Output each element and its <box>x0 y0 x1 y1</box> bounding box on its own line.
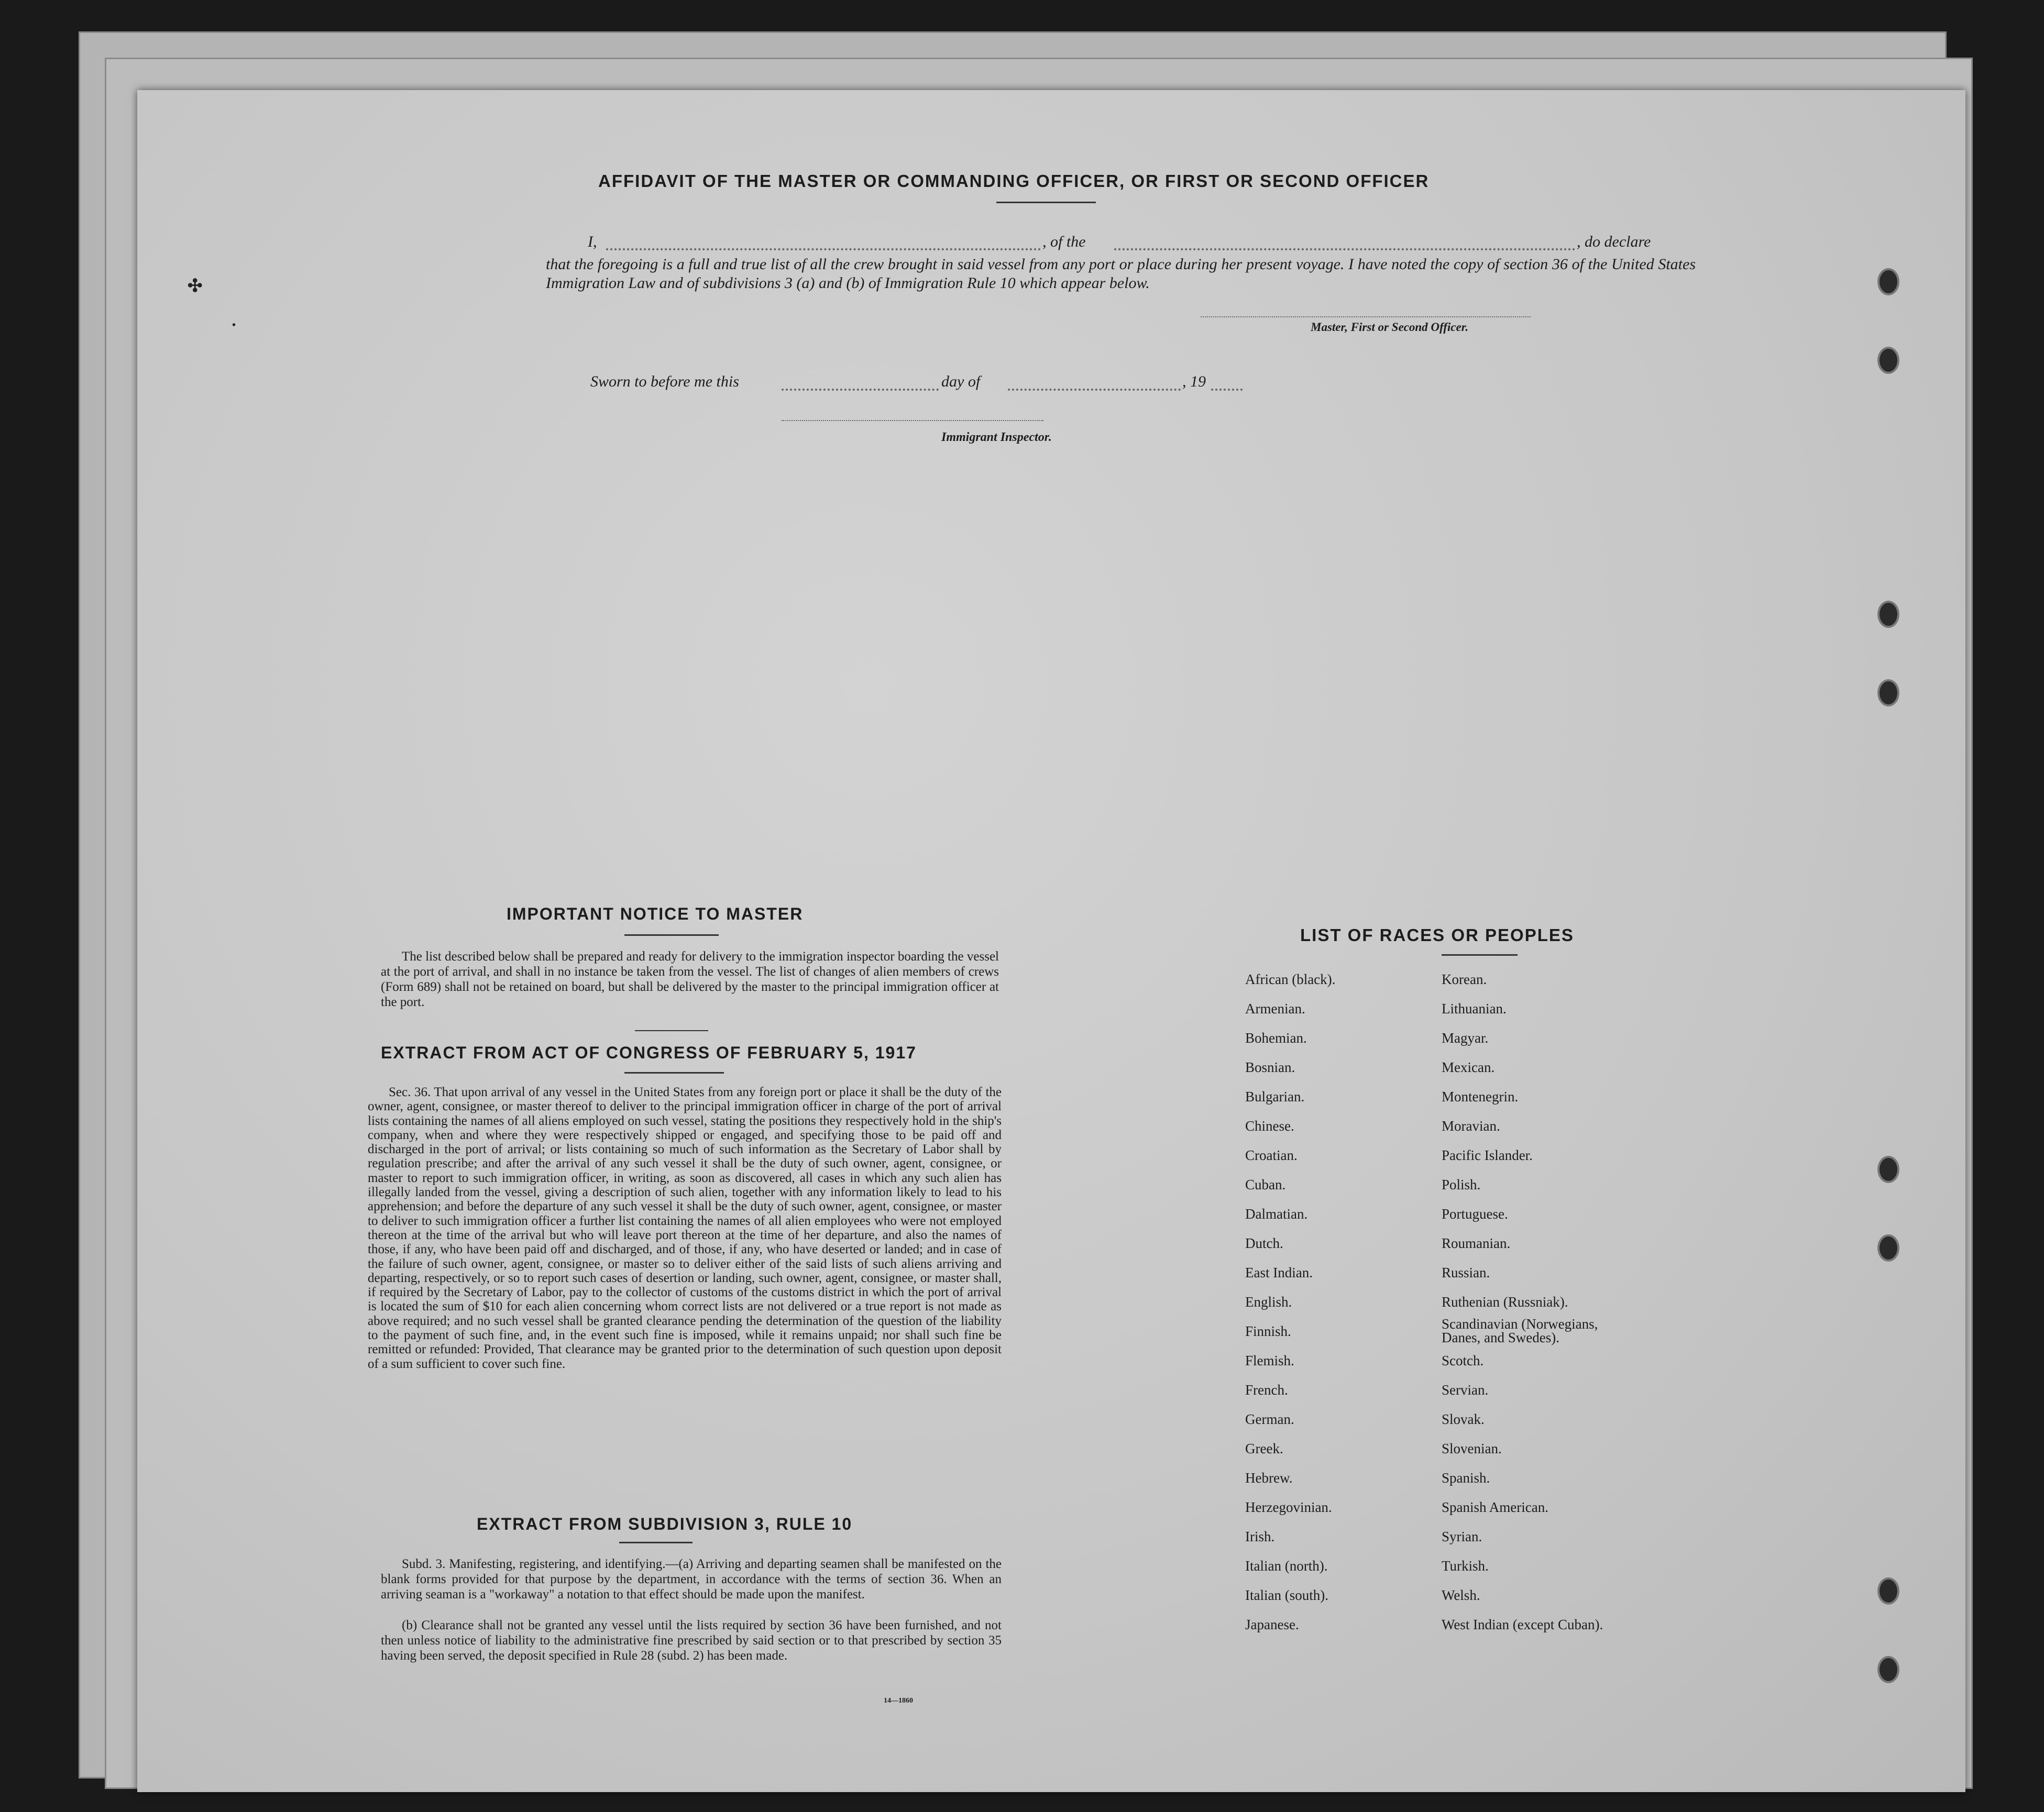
race-item: East Indian. <box>1245 1265 1313 1280</box>
affidavit-of-the-label: , of the <box>1042 233 1086 250</box>
binder-hole <box>1877 601 1899 628</box>
form-number: 14—1860 <box>884 1697 913 1705</box>
binder-hole <box>1877 1234 1899 1262</box>
sworn-year-field[interactable] <box>1211 389 1243 391</box>
vessel-name-field[interactable] <box>1114 248 1575 250</box>
race-item: Bulgarian. <box>1245 1089 1305 1104</box>
notice-title-rule <box>624 934 719 936</box>
race-item: Lithuanian. <box>1442 1001 1507 1017</box>
affidavit-body: that the foregoing is a full and true list of all the crew brought in said vessel from any port or place during her present voyage. I have noted the copy of section 36 of the United States Immigration Law and of subdivisions 3 (a) and (b) of Immigration Rule 10 which appear below. <box>546 256 1696 292</box>
race-item: English. <box>1245 1294 1292 1310</box>
race-item: Cuban. <box>1245 1177 1286 1192</box>
officer-signature-line[interactable] <box>1201 316 1531 317</box>
race-item: Irish. <box>1245 1529 1275 1544</box>
declarant-name-field[interactable] <box>606 248 1041 250</box>
affidavit-title-rule <box>996 202 1096 203</box>
sworn-year-label: , 19 <box>1182 373 1206 390</box>
races-title-rule <box>1442 954 1518 956</box>
race-item: Spanish. <box>1442 1470 1490 1486</box>
sworn-day-of: day of <box>941 373 981 390</box>
races-title: LIST OF RACES OR PEOPLES <box>1300 925 1574 945</box>
race-item: Montenegrin. <box>1442 1089 1519 1104</box>
act-body: Sec. 36. That upon arrival of any vessel in the United States from any foreign port or place it shall be the duty of the owner, agent, consignee, or master thereof to deliver to the principal immigration officer in charge of the port of arrival lists containing the names of all aliens employed on such vessel, stating the positions they respectively hold in the ship's company, when and where they were respectively shipped or engaged, and specifying those to be paid off and discharged in the port of arrival; or lists containing so much of such information as the Secretary of Labor shall by regulation prescribe; and after the arrival of any such vessel it shall be the duty of such owner, agent, consignee, or master to report to such immigration officer, in writing, as soon as discovered, all cases in which any such alien has illegally landed from the vessel, giving a description of such alien, together with any information likely to lead to his apprehension; and before the departure of any such vessel it shall be the duty of such owner, agent, consignee, or master to deliver to such immigration officer a further list containing the names of all alien employees who were not employed thereon at the time of the arrival but who will leave port thereon at the time of her departure, and also the names of those, if any, who have been paid off and discharged, and of those, if any, who have deserted or landed; and in case of the failure of such owner, agent, consignee, or master so to deliver either of the said lists of such aliens arriving and departing, respectively, or so to report such cases of desertion or landing, such owner, agent, consignee, or master shall, if required by the Secretary of Labor, pay to the collector of customs of the customs district in which the port of arrival is located the sum of $10 for each alien concerning whom correct lists are not delivered or a true report is not made as above required; and no such vessel shall be granted clearance pending the determination of the question of the liability to the payment of such fine, and, in the event such fine is imposed, while it remains unpaid; nor shall such fine be remitted or refunded: Provided, That clearance may be granted prior to the determination of such question upon deposit of a sum sufficient to cover such fine. <box>368 1085 1002 1371</box>
race-item: German. <box>1245 1411 1294 1427</box>
race-item: Moravian. <box>1442 1118 1500 1134</box>
race-item: Scandinavian (Norwegians, Danes, and Swedes). <box>1442 1316 1598 1345</box>
race-item: Greek. <box>1245 1441 1283 1456</box>
binder-hole <box>1877 347 1899 374</box>
sworn-month-field[interactable] <box>1008 389 1181 391</box>
race-item: Croatian. <box>1245 1147 1298 1163</box>
act-title: EXTRACT FROM ACT OF CONGRESS OF FEBRUARY 5, 1917 <box>381 1043 917 1062</box>
sworn-day-field[interactable] <box>782 389 939 391</box>
notice-separator <box>635 1030 708 1031</box>
race-item: Korean. <box>1442 971 1487 987</box>
race-item: Syrian. <box>1442 1529 1482 1544</box>
notice-body: The list described below shall be prepared and ready for delivery to the immigration inspector boarding the vessel at the port of arrival, and shall in no instance be taken from the vessel. The list of changes of alien members of crews (Form 689) shall not be retained on board, but shall be delivered by the master to the principal immigration officer at the port. <box>381 949 999 1009</box>
binder-hole <box>1877 1156 1899 1183</box>
binder-hole <box>1877 679 1899 706</box>
affidavit-i-label: I, <box>588 233 597 250</box>
binder-hole <box>1877 268 1899 295</box>
race-item: Bosnian. <box>1245 1059 1295 1075</box>
race-item: Italian (north). <box>1245 1558 1328 1574</box>
race-item: Slovak. <box>1442 1411 1485 1427</box>
race-item: Spanish American. <box>1442 1499 1548 1515</box>
inspector-signature-line[interactable] <box>782 420 1043 421</box>
race-item: Slovenian. <box>1442 1441 1502 1456</box>
race-item: Japanese. <box>1245 1617 1299 1632</box>
rule-title: EXTRACT FROM SUBDIVISION 3, RULE 10 <box>477 1515 853 1533</box>
binder-hole <box>1877 1577 1899 1605</box>
race-item: Dalmatian. <box>1245 1206 1308 1222</box>
inspector-caption: Immigrant Inspector. <box>941 430 1052 444</box>
race-item: Finnish. <box>1245 1323 1291 1339</box>
race-item: French. <box>1245 1382 1288 1398</box>
race-item: Polish. <box>1442 1177 1481 1192</box>
race-item: Bohemian. <box>1245 1030 1307 1046</box>
rule-title-rule <box>619 1542 693 1543</box>
notice-title: IMPORTANT NOTICE TO MASTER <box>507 904 804 923</box>
race-item: Mexican. <box>1442 1059 1495 1075</box>
sworn-prefix: Sworn to before me this <box>590 373 739 390</box>
race-item: Hebrew. <box>1245 1470 1293 1486</box>
race-item: Armenian. <box>1245 1001 1305 1017</box>
race-item: Servian. <box>1442 1382 1489 1398</box>
race-item: Italian (south). <box>1245 1587 1328 1603</box>
race-item: Scotch. <box>1442 1353 1484 1368</box>
race-item: Portuguese. <box>1442 1206 1508 1222</box>
affidavit-do-declare-label: , do declare <box>1577 233 1651 250</box>
race-item: Turkish. <box>1442 1558 1489 1574</box>
race-item: Russian. <box>1442 1265 1490 1280</box>
document-page <box>137 90 1965 1792</box>
rule-para-b: (b) Clearance shall not be granted any vessel until the lists required by section 36 have been furnished, and not then unless notice of liability to the administrative fine prescribed by said section or to that prescribed by section 35 having been served, the deposit specified in Rule 28 (subd. 2) has been made. <box>381 1618 1002 1663</box>
race-item: Ruthenian (Russniak). <box>1442 1294 1568 1310</box>
signer-caption: Master, First or Second Officer. <box>1311 321 1469 334</box>
race-item: Dutch. <box>1245 1235 1283 1251</box>
affidavit-title: AFFIDAVIT OF THE MASTER OR COMMANDING OFFICER, OR FIRST OR SECOND OFFICER <box>598 171 1430 191</box>
race-item: Chinese. <box>1245 1118 1294 1134</box>
race-item: West Indian (except Cuban). <box>1442 1617 1603 1632</box>
race-item: Welsh. <box>1442 1587 1480 1603</box>
margin-mark: ✣ <box>188 277 203 296</box>
margin-mark: • <box>232 319 236 331</box>
rule-para-a: Subd. 3. Manifesting, registering, and identifying.—(a) Arriving and departing seamen shall be manifested on the blank forms provided for that purpose by the department, in accordance with the terms of section 36. When an arriving seaman is a "workaway" a notation to that effect should be made upon the manifest. <box>381 1557 1002 1601</box>
binder-hole <box>1877 1656 1899 1683</box>
race-item: Herzegovinian. <box>1245 1499 1332 1515</box>
act-title-rule <box>624 1072 724 1074</box>
race-item: Flemish. <box>1245 1353 1294 1368</box>
race-item: African (black). <box>1245 971 1336 987</box>
race-item: Pacific Islander. <box>1442 1147 1533 1163</box>
race-item: Magyar. <box>1442 1030 1489 1046</box>
race-item: Roumanian. <box>1442 1235 1511 1251</box>
